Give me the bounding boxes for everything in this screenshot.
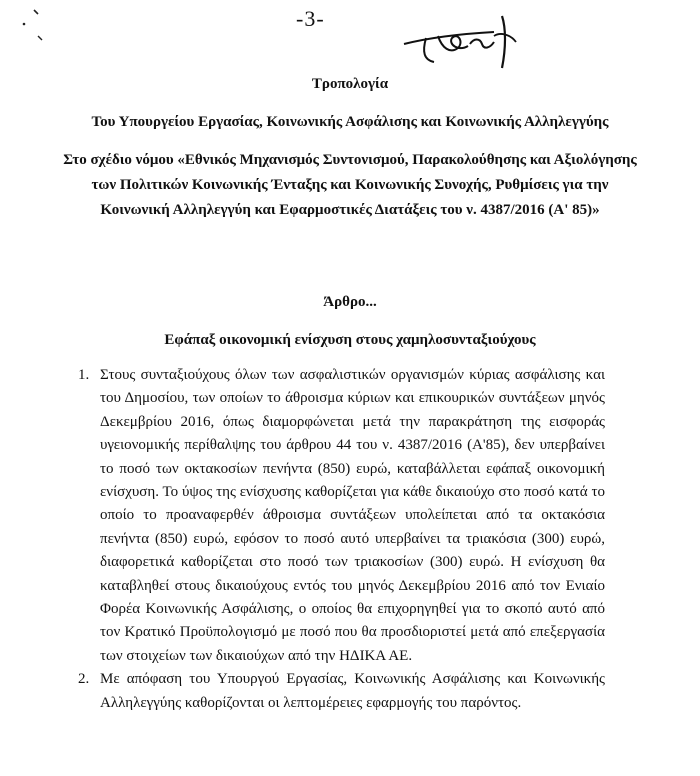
list-item-number: 2. — [78, 671, 90, 688]
document-title: Τροπολογία — [311, 76, 389, 92]
list-item-text: Με απόφαση του Υπουργού Εργασίας, Κοινωνικής Ασφάλισης και Κοινωνικής Αλληλεγγύης καθορίζονται οι λεπτομέρειες εφαρμογής του παρόντος. — [100, 671, 605, 711]
scan-marks — [20, 6, 50, 46]
list-item-number: 1. — [78, 367, 90, 383]
bill-title: Στο σχέδιο νόμου «Εθνικός Μηχανισμός Συντονισμού, Παρακολούθησης και Αξιολόγησης των Πολιτικών Κοινωνικής Ένταξης και Κοινωνικής Συνοχής, Ρυθμίσεις για την Κοινωνική Αλληλεγγύη και Εφαρμοστικές Διατάξεις του ν. 4387/2016 (Α' 85)» — [63, 152, 637, 218]
page-number: -3- — [296, 6, 325, 31]
ministry-subtitle: Του Υπουργείου Εργασίας, Κοινωνικής Ασφάλισης και Κοινωνικής Αλληλεγγύης — [91, 114, 609, 130]
list-item-text: Στους συνταξιούχους όλων των ασφαλιστικών οργανισμών κύριας ασφάλισης και του Δημοσίου, των οποίων το άθροισμα κύριων και επικουρικών συντάξεων μηνός Δεκεμβρίου 2016, όπως διαμορφώνεται μετά την παρακράτηση της εισφοράς υγειονομικής περίθαλψης του άρθρου 44 του ν. 4387/2016 (Α'85), δεν υπερβαίνει το ποσό των οκτακοσίων πενήντα (850) ευρώ, καταβάλλεται εφάπαξ οικονομική ενίσχυση. Το ύψος της ενίσχυσης καθορίζεται για κάθε δικαιούχο στο ποσό κατά το οποίο το προαναφερθέν άθροισμα συντάξεων υπολείπεται από τα οκτακόσια πενήντα (850) ευρώ, εφόσον το ποσό αυτό υπερβαίνει τα τριακόσια (300) ευρώ, διαφορετικά καθορίζεται στο ποσό των τριακοσίων (300) ευρώ. Η ενίσχυση θα καταβληθεί στους δικαιούχους εντός του μηνός Δεκεμβρίου 2016 από τον Ενιαίο Φορέα Κοινωνικής Ασφάλισης, ο οποίος θα επιχορηγηθεί για το σκοπό αυτό από τον Κρατικό Προϋπολογισμό με ποσό που θα προσδιοριστεί μετά από επεξεργασία των στοιχείων των δικαιούχων από την ΗΔΙΚΑ ΑΕ. — [100, 367, 605, 664]
article-subtitle: Εφάπαξ οικονομική ενίσχυση στους χαμηλοσυνταξιούχους — [164, 332, 536, 348]
list-item — [70, 668, 605, 715]
article-heading: Άρθρο... — [323, 294, 377, 310]
list-item — [70, 364, 605, 668]
signature-icon — [398, 8, 528, 78]
article-paragraph-list — [70, 364, 605, 715]
